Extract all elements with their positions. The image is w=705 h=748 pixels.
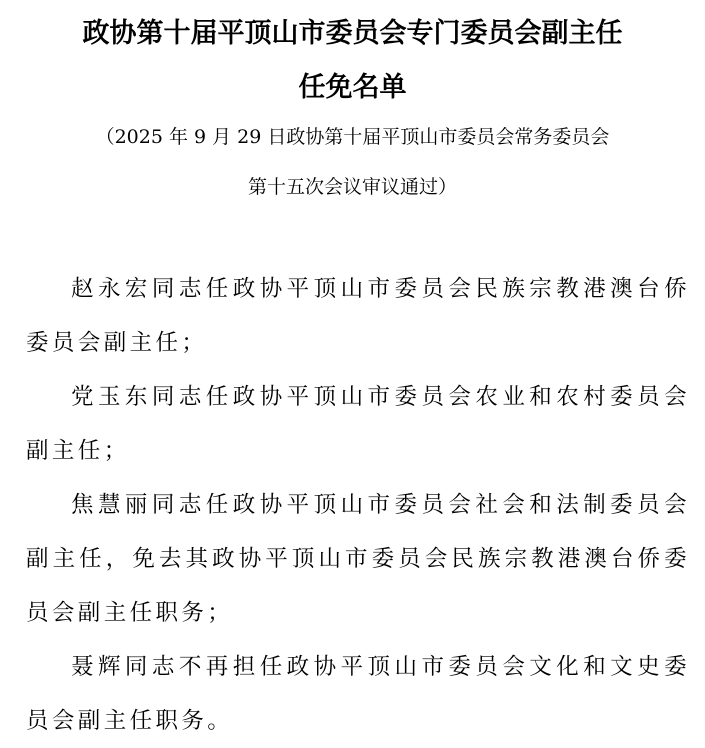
paragraph-appointment-2: 党玉东同志任政协平顶山市委员会农业和农村委员会副主任； [26,384,690,464]
document-subtitle-line-1: （2025 年 9 月 29 日政协第十届平顶山市委员会常务委员会 [95,126,610,148]
paragraph-removal-4: 聂辉同志不再担任政协平顶山市委员会文化和文史委员会副主任职务。 [26,654,690,734]
document-body [26,262,690,748]
paragraph-appointment-1: 赵永宏同志任政协平顶山市委员会民族宗教港澳台侨委员会副主任； [26,276,690,356]
document-subtitle-line-2: 第十五次会议审议通过） [247,176,457,198]
paragraph-appointment-3: 焦慧丽同志任政协平顶山市委员会社会和法制委员会副主任，免去其政协平顶山市委员会民族宗教港澳台侨委员会副主任职务； [26,492,690,626]
document-title-line-2: 任免名单 [298,72,407,103]
document-title-line-1: 政协第十届平顶山市委员会专门委员会副主任 [82,18,623,49]
